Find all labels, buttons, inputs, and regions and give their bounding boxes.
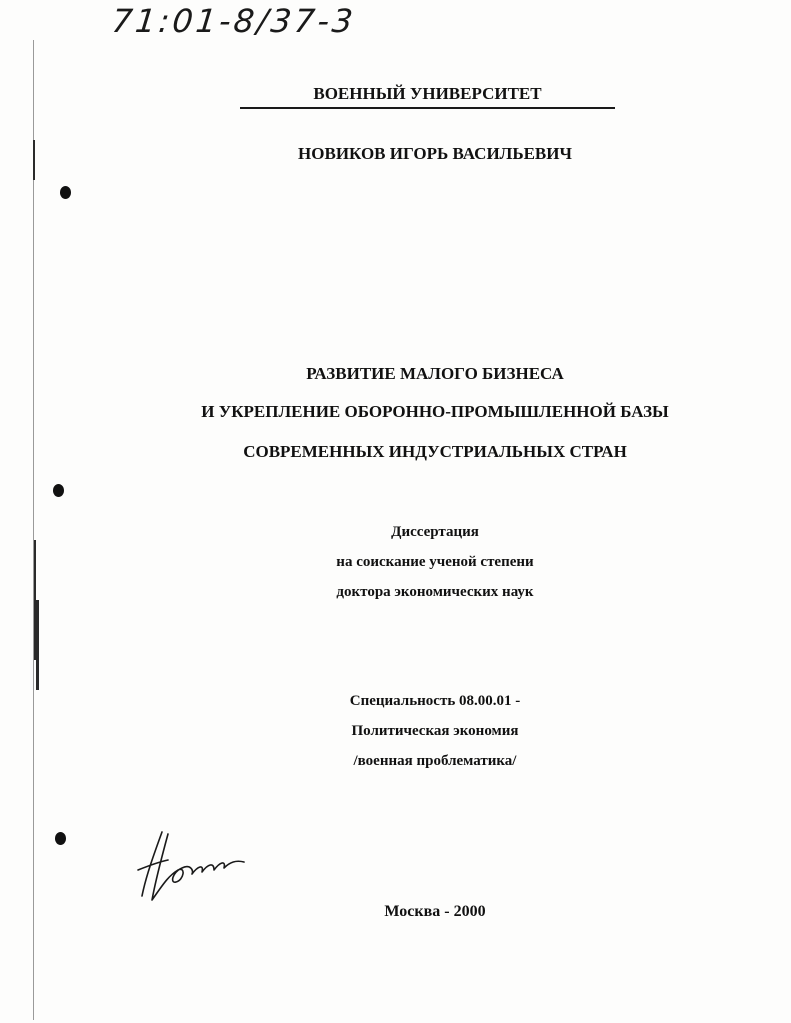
author-name: НОВИКОВ ИГОРЬ ВАСИЛЬЕВИЧ (298, 144, 572, 163)
university-underline (240, 107, 615, 109)
title-line-2: И УКРЕПЛЕНИЕ ОБОРОННО-ПРОМЫШЛЕННОЙ БАЗЫ (201, 402, 669, 421)
archive-code: 71:01-8/37-3 (110, 2, 358, 40)
degree-line-1: Диссертация (391, 524, 479, 540)
binding-hole-mark (55, 832, 66, 845)
university-name: ВОЕННЫЙ УНИВЕРСИТЕТ (313, 84, 542, 103)
degree-line-2: на соискание ученой степени (336, 554, 534, 570)
title-line-3: СОВРЕМЕННЫХ ИНДУСТРИАЛЬНЫХ СТРАН (243, 442, 627, 461)
title-line-1: РАЗВИТИЕ МАЛОГО БИЗНЕСА (306, 364, 564, 383)
degree-line-3: доктора экономических наук (336, 584, 534, 600)
specialty-line-1: Специальность 08.00.01 - (349, 693, 521, 709)
scan-margin-line (36, 600, 39, 690)
binding-hole-mark (53, 484, 64, 497)
binding-hole-mark (60, 186, 71, 199)
specialty-line-3: /военная проблематика/ (353, 753, 517, 769)
city-year: Москва - 2000 (384, 903, 486, 920)
specialty-line-2: Политическая экономия (351, 723, 519, 739)
handwritten-signature (128, 826, 248, 906)
